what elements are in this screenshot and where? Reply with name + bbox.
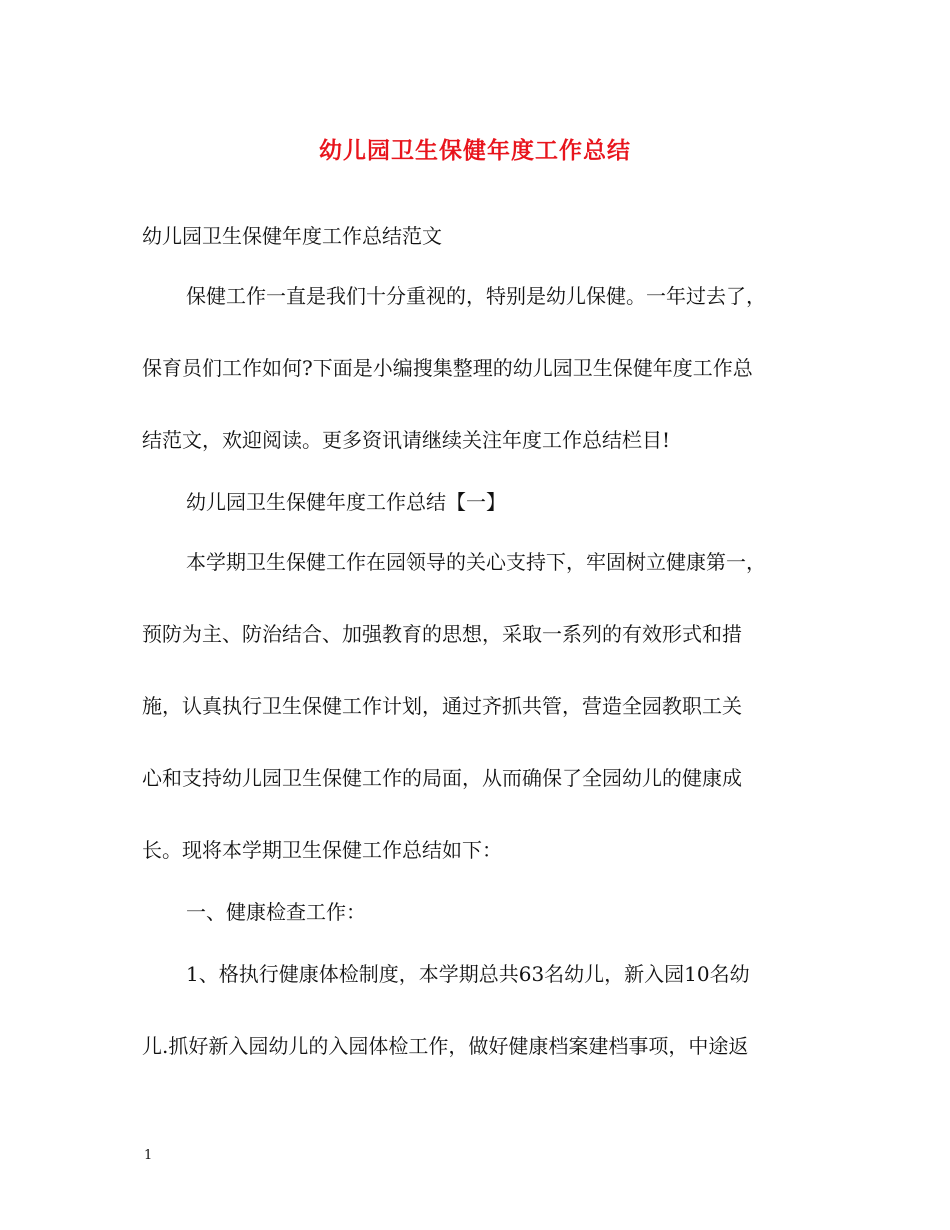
section-heading: 幼儿园卫生保健年度工作总结【一】 <box>186 490 506 514</box>
page-number: 1 <box>144 1148 153 1163</box>
paragraph-line: 心和支持幼儿园卫生保健工作的局面，从而确保了全园幼儿的健康成 <box>142 766 742 790</box>
paragraph-line: 本学期卫生保健工作在园领导的关心支持下，牢固树立健康第一， <box>186 550 766 574</box>
paragraph-line: 长。现将本学期卫生保健工作总结如下： <box>142 838 502 862</box>
paragraph-line: 结范文，欢迎阅读。更多资讯请继续关注年度工作总结栏目! <box>142 428 671 452</box>
paragraph-line: 儿.抓好新入园幼儿的入园体检工作，做好健康档案建档事项，中途返 <box>142 1034 749 1058</box>
paragraph-line: 保育员们工作如何?下面是小编搜集整理的幼儿园卫生保健年度工作总 <box>142 356 753 380</box>
subtitle-line: 幼儿园卫生保健年度工作总结范文 <box>142 224 442 248</box>
paragraph-line: 预防为主、防治结合、加强教育的思想，采取一系列的有效形式和措 <box>142 622 742 646</box>
paragraph-line: 保健工作一直是我们十分重视的，特别是幼儿保健。一年过去了， <box>186 284 766 308</box>
paragraph-line: 施，认真执行卫生保健工作计划，通过齐抓共管，营造全园教职工关 <box>142 694 742 718</box>
document-title: 幼儿园卫生保健年度工作总结 <box>319 137 631 164</box>
section-heading: 一、健康检查工作： <box>186 900 366 924</box>
paragraph-line: 1、格执行健康体检制度，本学期总共63名幼儿，新入园10名幼 <box>186 962 750 986</box>
